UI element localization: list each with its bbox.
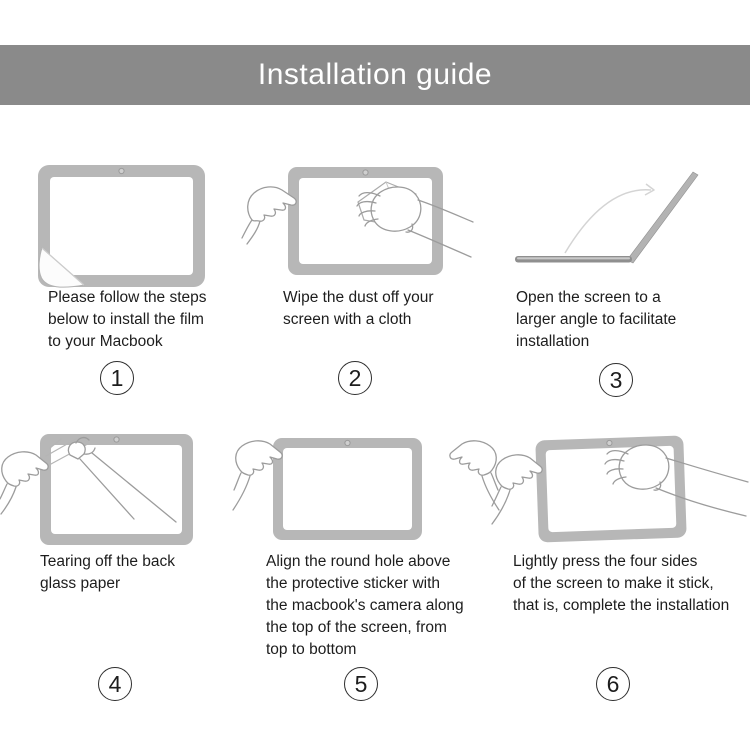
caption-line: glass paper (40, 575, 121, 592)
caption-line: top to bottom (266, 641, 357, 658)
align-film-two-hands-icon (232, 420, 500, 562)
caption-line: Tearing off the back (40, 553, 175, 570)
step-2-caption (283, 287, 434, 331)
step-1-number: 1 (100, 361, 134, 395)
press-four-sides-icon (490, 420, 750, 562)
page-title: Installation guide (257, 58, 493, 91)
open-laptop-angle-icon (505, 160, 730, 280)
caption-line: the macbook's camera along (266, 597, 464, 614)
step-1-caption (48, 287, 207, 353)
step-5-number: 5 (344, 667, 378, 701)
caption-line: of the screen to make it stick, (513, 575, 714, 592)
caption-line: below to install the film (48, 311, 204, 328)
caption-line: to your Macbook (48, 333, 163, 350)
caption-line: Open the screen to a (516, 289, 661, 306)
step-6-number: 6 (596, 667, 630, 701)
step-4-number: 4 (98, 667, 132, 701)
step-2-number: 2 (338, 361, 372, 395)
caption-line: the top of the screen, from (266, 619, 447, 636)
caption-line: larger angle to facilitate (516, 311, 677, 328)
caption-line: screen with a cloth (283, 311, 412, 328)
header-banner (0, 45, 750, 105)
step-3-number: 3 (599, 363, 633, 397)
caption-line: Lightly press the four sides (513, 553, 698, 570)
tear-back-paper-icon (0, 425, 230, 557)
screen-film-peel-icon (32, 160, 217, 290)
caption-line: Please follow the steps (48, 289, 207, 306)
step-5-caption (266, 551, 464, 661)
caption-line: the protective sticker with (266, 575, 441, 592)
caption-line: Wipe the dust off your (283, 289, 434, 306)
step-4-caption (40, 551, 175, 595)
wipe-screen-cloth-icon (240, 158, 475, 290)
caption-line: Align the round hole above (266, 553, 451, 570)
step-6-caption (513, 551, 729, 617)
step-3-caption (516, 287, 676, 353)
caption-line: installation (516, 333, 590, 350)
caption-line: that is, complete the installation (513, 597, 730, 614)
